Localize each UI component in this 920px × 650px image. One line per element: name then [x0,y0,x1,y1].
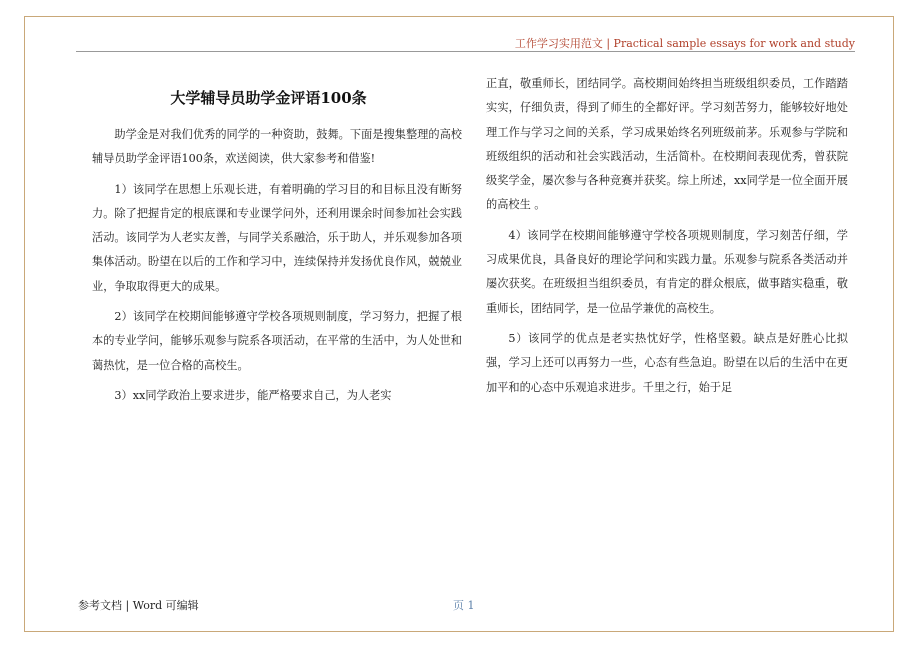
comment-3-continued: 正直，敬重师长，团结同学。高校期间始终担当班级组织委员，工作踏踏实实，仔细负责，得到了师生的全都好评。学习刻苦努力，能够较好地处理工作与学习之间的关系，学习成果始终名列班级前茅。乐观参与学院和班级组织的活动和社会实践活动，生活简朴。在校期间表现优秀，曾获院级奖学金，屡次参与各种竞赛并获奖。综上所述，xx同学是一位全面开展的高校生 。 [486,77,848,212]
footer-note: 参考文档 | Word 可编辑 [78,599,199,612]
header-rule [76,51,855,52]
comment-2-paragraph: 2）该同学在校期间能够遵守学校各项规则制度，学习努力，把握了根本的专业学问，能够乐观参与院系各项活动，在平常的生活中，为人处世和蔼热忱，是一位合格的高校生。 [92,310,462,372]
right-column [486,72,848,406]
document-title: 大学辅导员助学金评语100条 [170,89,367,107]
comment-3-paragraph: 3）xx同学政治上要求进步，能严格要求自己，为人老实 [114,388,392,402]
page-number: 页 1 [453,599,475,612]
intro-paragraph: 助学金是对我们优秀的同学的一种资助，鼓舞。下面是搜集整理的高校辅导员助学金评语100条，欢送阅读，供大家参考和借鉴! [92,128,462,166]
comment-1-paragraph: 1）该同学在思想上乐观长进，有着明确的学习目的和目标且没有断努力。除了把握肯定的根底课和专业课学问外，还利用课余时间参加社会实践活动。该同学为人老实友善，与同学关系融洽，乐于助人，并乐观参加各项集体活动。盼望在以后的工作和学习中，连续保持并发扬优良作风，兢兢业业，争取取得更大的成果。 [92,182,462,293]
comment-5-paragraph: 5）该同学的优点是老实热忱好学，性格坚毅。缺点是好胜心比拟强，学习上还可以再努力一些，心态有些急迫。盼望在以后的生活中在更加平和的心态中乐观追求进步。千里之行，始于足 [486,331,848,394]
header-banner: 工作学习实用范文 | Practical sample essays for work and study [514,37,855,50]
comment-4-paragraph: 4）该同学在校期间能够遵守学校各项规则制度，学习刻苦仔细，学习成果优良，具备良好的理论学问和实践力量。乐观参与院系各类活动并屡次获奖。在班级担当组织委员，有肯定的群众根底，做事踏实稳重，敬重师长，团结同学，是一位品学兼优的高校生。 [486,228,848,315]
left-column [92,123,462,414]
